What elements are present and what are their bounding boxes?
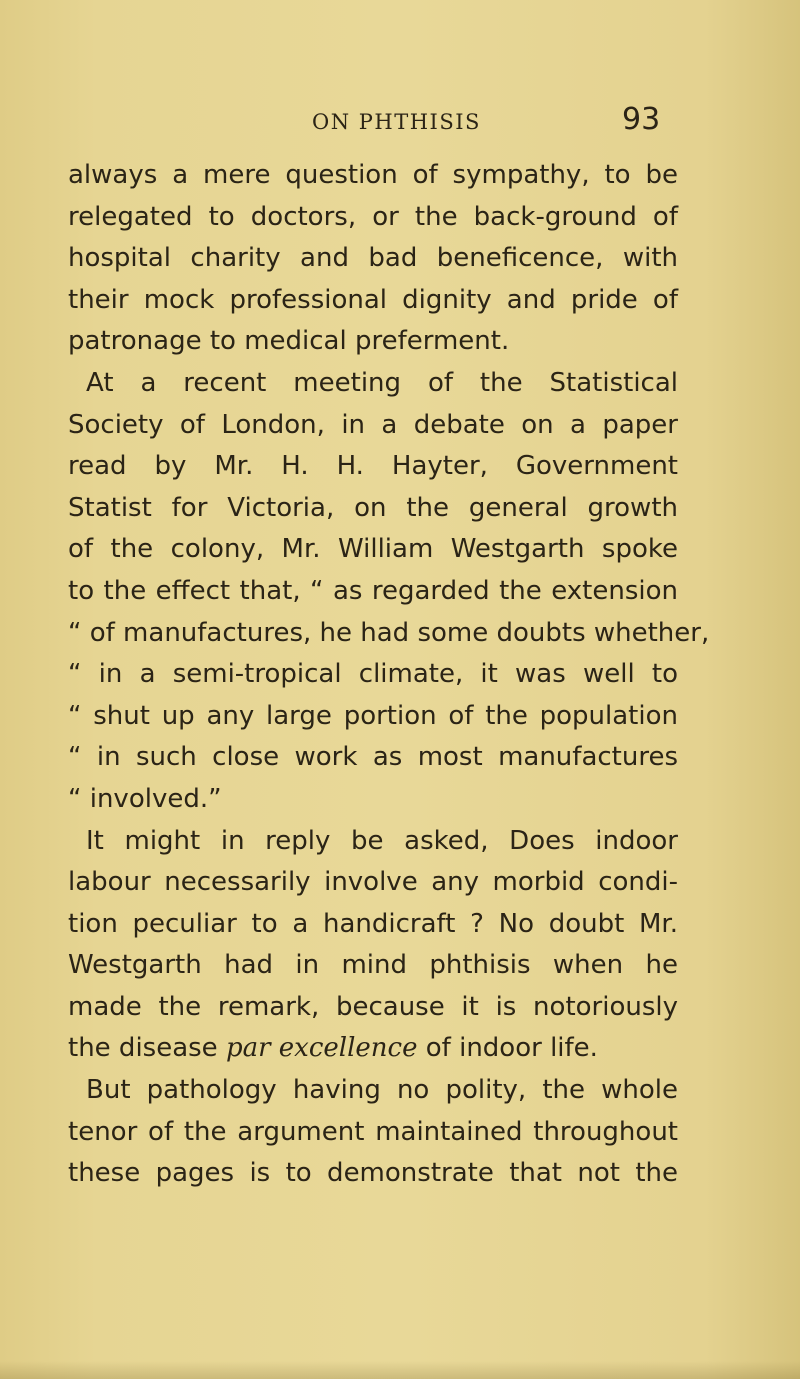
text-line: labour necessarily involve any morbid condi- — [68, 867, 678, 898]
quoted-line: “ shut up any large portion of the population — [68, 700, 678, 731]
paragraph-start-line: But pathology having no polity, the whole — [86, 1075, 678, 1106]
text-line: hospital charity and bad beneficence, with — [68, 243, 678, 274]
text-line: these pages is to demonstrate that not the — [68, 1158, 678, 1189]
body-text — [68, 155, 710, 1195]
text-line: Westgarth had in mind phthisis when he — [68, 950, 678, 981]
text-line: to the effect that, “ as regarded the extension — [68, 575, 678, 606]
quoted-line: “ in such close work as most manufactures — [68, 742, 678, 773]
text-line: their mock professional dignity and pride of — [68, 284, 678, 315]
quoted-line: “ involved.” — [68, 783, 222, 814]
page-bottom-edge — [0, 1361, 800, 1379]
text-line: patronage to medical preferment. — [68, 326, 510, 357]
text-line: Statist for Victoria, on the general growth — [68, 492, 678, 523]
quoted-line: “ in a semi-tropical climate, it was well to — [68, 659, 678, 690]
text-line: always a mere question of sympathy, to be — [68, 160, 678, 190]
running-title: ON PHTHISIS — [312, 110, 481, 134]
line-segment: the disease — [68, 1033, 218, 1064]
italic-phrase: par excellence — [225, 1033, 418, 1064]
text-line: made the remark, because it is notoriously — [68, 991, 678, 1022]
text-line: relegated to doctors, or the back-ground of — [68, 201, 678, 232]
text-line: of the colony, Mr. William Westgarth spoke — [68, 534, 678, 565]
paragraph-start-line: At a recent meeting of the Statistical — [86, 367, 678, 398]
text-line: tenor of the argument maintained throughout — [68, 1116, 678, 1147]
text-line-with-italic — [68, 1028, 678, 1070]
text-line: Society of London, in a debate on a paper — [68, 409, 678, 440]
quoted-line: “ of manufactures, he had some doubts whether, — [68, 617, 710, 648]
paragraph-start-line: It might in reply be asked, Does indoor — [86, 825, 678, 856]
text-line: tion peculiar to a handicraft ? No doubt Mr. — [68, 908, 678, 939]
running-head — [0, 100, 800, 140]
text-line: read by Mr. H. H. Hayter, Government — [68, 451, 678, 482]
line-segment: of indoor life. — [425, 1033, 598, 1064]
page-number: 93 — [622, 102, 661, 137]
